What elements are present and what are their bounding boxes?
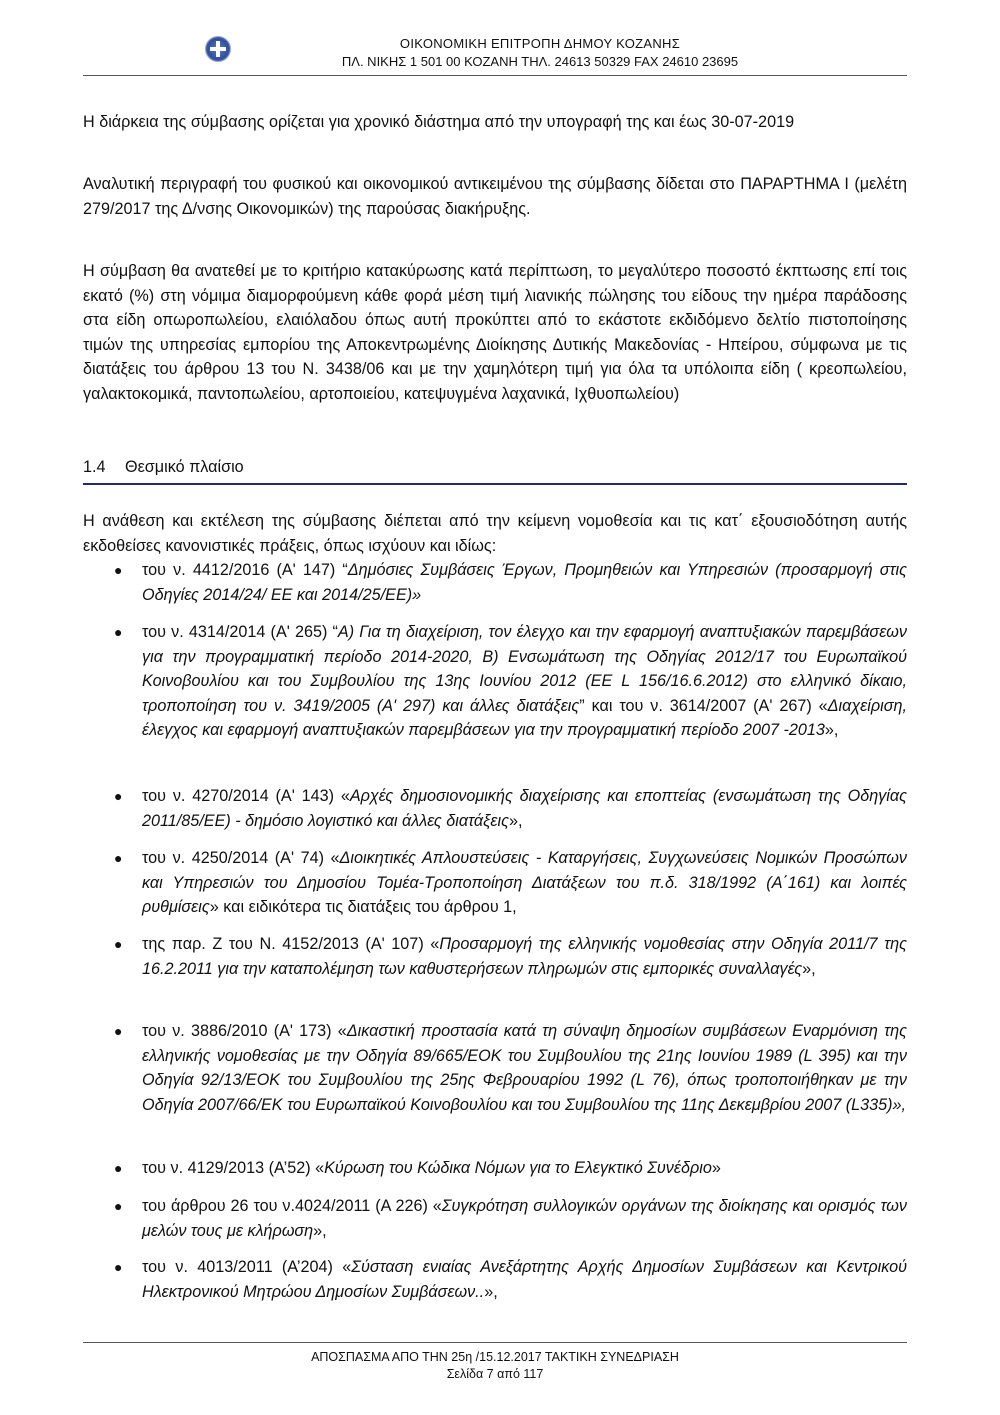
header-divider	[83, 75, 907, 76]
list-item: ● του ν. 4314/2014 (Α' 265) “Α) Για τη διαχείριση, τον έλεγχο και την εφαρμογή αναπτυξιακών παρεμβάσεων για την προγραμματική περίοδο 2014-2020, Β) Ενσωμάτωση της Οδηγίας 2012/17 του Ευρωπαϊκού Κοινοβουλίου και του Συμβουλίου της 13ης Ιουνίου 2012 (EE L 156/16.6.2012) στο ελληνικό δίκαιο, τροποποίηση του ν. 3419/2005 (Α' 297) και άλλες διατάξεις” και του ν. 3614/2007 (Α' 267) «Διαχείριση, έλεγχος και εφαρμογή αναπτυξιακών παρεμβάσεων για την προγραμματική περίοδο 2007 -2013»,	[83, 620, 907, 743]
law-title: Σύσταση ενιαίας Ανεξάρτητης Αρχής Δημοσίων Συμβάσεων και Κεντρικού Ηλεκτρονικού Μητρώου Δημοσίων Συμβάσεων..	[142, 1258, 907, 1301]
section-heading	[83, 458, 907, 477]
footer-divider	[83, 1342, 907, 1343]
law-title: Δικαστική προστασία κατά τη σύναψη δημοσίων συμβάσεων Εναρμόνιση της ελληνικής νομοθεσίας με την Οδηγία 89/665/ΕΟΚ του Συμβουλίου της 21ης Ιουνίου 1989 (L 395) και την Οδηγία 92/13/ΕΟΚ του Συμβουλίου της 25ης Φεβρουαρίου 1992 (L 76), όπως τροποποιήθηκαν με την Οδηγία 2007/66/ΕΚ του Ευρωπαϊκού Κοινοβουλίου και του Συμβουλίου της 11ης Δεκεμβρίου 2007 (L335)»,	[142, 1022, 907, 1114]
contract-description-paragraph: Αναλυτική περιγραφή του φυσικού και οικονομικού αντικειμένου της σύμβασης δίδεται στο ΠΑΡΑΡΤΗΜΑ Ι (μελέτη 279/2017 της Δ/νσης Οικονομικών) της παρούσας διακήρυξης.	[83, 175, 907, 218]
list-item: ● του ν. 4013/2011 (Α’204) «Σύσταση ενιαίας Ανεξάρτητης Αρχής Δημοσίων Συμβάσεων και Κεντρικού Ηλεκτρονικού Μητρώου Δημοσίων Συμβάσεων..»,	[83, 1255, 907, 1304]
legal-framework-intro: Η ανάθεση και εκτέλεση της σύμβασης διέπεται από την κείμενη νομοθεσία και τις κατ΄ εξουσιοδότηση αυτής εκδοθείσες κανονιστικές πράξεις, όπως ισχύουν και ιδίως:	[83, 512, 907, 555]
law-title: Α) Για τη διαχείριση, τον έλεγχο και την εφαρμογή αναπτυξιακών παρεμβάσεων για την προγραμματική περίοδο 2014-2020, Β) Ενσωμάτωση της Οδηγίας 2012/17 του Ευρωπαϊκού Κοινοβουλίου και του Συμβουλίου της 13ης Ιουνίου 2012 (EE L 156/16.6.2012) στο ελληνικό δίκαιο, τροποποίηση του ν. 3419/2005 (Α' 297) και άλλες διατάξεις	[142, 623, 908, 715]
award-criteria-paragraph: Η σύμβαση θα ανατεθεί με το κριτήριο κατακύρωσης κατά περίπτωση, το μεγαλύτερο ποσοστό έκπτωσης επί τοις εκατό (%) στη νόμιμα διαμορφούμενη κάθε φορά μέση τιμή λιανικής πώλησης του είδους την ημέρα παράδοσης στα είδη οπωροπωλείου, ελαιόλαδου όπως αυτή προκύπτει από το εκάστοτε εκδιδόμενο δελτίο πιστοποίησης τιμών της υπηρεσίας εμπορίου της Αποκεντρωμένης Διοίκησης Δυτικής Μακεδονίας - Ηπείρου, σύμφωνα με τις διατάξεις του άρθρου 13 του Ν. 3438/06 και με την χαμηλότερη τιμή για όλα τα υπόλοιπα είδη ( κρεοπωλείου, γαλακτοκομικά, παντοπωλείου, αρτοποιείου, κατεψυγμένα λαχανικά, Ιχθυοπωλείου)	[83, 262, 907, 403]
page-number: Σελίδα 7 από 117	[446, 1367, 544, 1381]
page-header	[83, 34, 907, 76]
law-title: Προσαρμογή της ελληνικής νομοθεσίας στην Οδηγία 2011/7 της 16.2.2011 για την καταπολέμηση των καθυστερήσεων πληρωμών στις εμπορικές συναλλαγές	[142, 935, 907, 978]
list-item: ● του ν. 4129/2013 (Α’52) «Κύρωση του Κώδικα Νόμων για το Ελεγκτικό Συνέδριο»	[83, 1156, 907, 1181]
law-title: Δημόσιες Συμβάσεις Έργων, Προμηθειών και Υπηρεσιών (προσαρμογή στις Οδηγίες 2014/24/ ΕΕ και 2014/25/ΕΕ)»	[142, 561, 907, 604]
bullet-icon: ●	[114, 562, 123, 578]
law-title: Διαχείριση, έλεγχος και εφαρμογή αναπτυξιακών παρεμβάσεων για την προγραμματική περίοδο 2007 -2013	[142, 696, 907, 739]
bullet-icon: ●	[114, 788, 123, 804]
law-title: Διοικητικές Απλουστεύσεις - Καταργήσεις, Συγχωνεύσεις Νομικών Προσώπων και Υπηρεσιών του Δημοσίου Τομέα-Τροποποίηση Διατάξεων του π.δ. 318/1992 (Α΄161) και λοιπές ρυθμίσεις	[142, 849, 907, 916]
header-contact: ΠΛ. ΝΙΚΗΣ 1 501 00 ΚΟΖΑΝΗ ΤΗΛ. 24613 50329 FAX 24610 23695	[341, 54, 739, 69]
law-title: Συγκρότηση συλλογικών οργάνων της διοίκησης και ορισμός των μελών τους με κλήρωση	[142, 1197, 907, 1240]
list-item: ● του ν. 4270/2014 (Α' 143) «Αρχές δημοσιονομικής διαχείρισης και εποπτείας (ενσωμάτωση της Οδηγίας 2011/85/ΕΕ) - δημόσιο λογιστικό και άλλες διατάξεις»,	[83, 784, 907, 833]
list-item: ● του ν. 4412/2016 (Α' 147) “Δημόσιες Συμβάσεις Έργων, Προμηθειών και Υπηρεσιών (προσαρμογή στις Οδηγίες 2014/24/ ΕΕ και 2014/25/ΕΕ)»	[83, 558, 907, 607]
bullet-icon: ●	[114, 850, 123, 866]
list-item: ● της παρ. Ζ του Ν. 4152/2013 (Α' 107) «Προσαρμογή της ελληνικής νομοθεσίας στην Οδηγία 2011/7 της 16.2.2011 για την καταπολέμηση των καθυστερήσεων πληρωμών στις εμπορικές συναλλαγές»,	[83, 932, 907, 981]
contract-duration-paragraph: Η διάρκεια της σύμβασης ορίζεται για χρονικό διάστημα από την υπογραφή της και έως 30-07-2019	[83, 113, 795, 131]
list-item: ● του άρθρου 26 του ν.4024/2011 (Α 226) «Συγκρότηση συλλογικών οργάνων της διοίκησης και ορισμός των μελών τους με κλήρωση»,	[83, 1194, 907, 1243]
footer-meeting-reference: ΑΠΟΣΠΑΣΜΑ ΑΠΟ ΤΗΝ 25η /15.12.2017 ΤΑΚΤΙΚΗ ΣΥΝΕΔΡΙΑΣΗ	[311, 1350, 679, 1364]
section-divider	[83, 483, 907, 485]
bullet-icon: ●	[114, 1160, 123, 1176]
bullet-icon: ●	[114, 1259, 123, 1275]
bullet-icon: ●	[114, 624, 123, 640]
bullet-icon: ●	[114, 936, 123, 952]
section-title: Θεσμικό πλαίσιο	[125, 458, 244, 476]
bullet-icon: ●	[114, 1023, 123, 1039]
bullet-icon: ●	[114, 1198, 123, 1214]
law-title: Αρχές δημοσιονομικής διαχείρισης και εποπτείας (ενσωμάτωση της Οδηγίας 2011/85/ΕΕ) - δημόσιο λογιστικό και άλλες διατάξεις	[142, 787, 907, 830]
section-number: 1.4	[83, 458, 106, 476]
list-item: ● του ν. 4250/2014 (Α' 74) «Διοικητικές Απλουστεύσεις - Καταργήσεις, Συγχωνεύσεις Νομικών Προσώπων και Υπηρεσιών του Δημοσίου Τομέα-Τροποποίηση Διατάξεων του π.δ. 318/1992 (Α΄161) και λοιπές ρυθμίσεις» και ειδικότερα τις διατάξεις του άρθρου 1,	[83, 846, 907, 920]
header-organization: ΟΙΚΟΝΟΜΙΚΗ ΕΠΙΤΡΟΠΗ ΔΗΜΟΥ ΚΟΖΑΝΗΣ	[399, 36, 681, 51]
law-title: Κύρωση του Κώδικα Νόμων για το Ελεγκτικό Συνέδριο	[324, 1159, 712, 1177]
list-item: ● του ν. 3886/2010 (Α' 173) «Δικαστική προστασία κατά τη σύναψη δημοσίων συμβάσεων Εναρμόνιση της ελληνικής νομοθεσίας με την Οδηγία 89/665/ΕΟΚ του Συμβουλίου της 21ης Ιουνίου 1989 (L 395) και την Οδηγία 92/13/ΕΟΚ του Συμβουλίου της 25ης Φεβρουαρίου 1992 (L 76), όπως τροποποιήθηκαν με την Οδηγία 2007/66/ΕΚ του Ευρωπαϊκού Κοινοβουλίου και του Συμβουλίου της 11ης Δεκεμβρίου 2007 (L335)»,	[83, 1019, 907, 1117]
